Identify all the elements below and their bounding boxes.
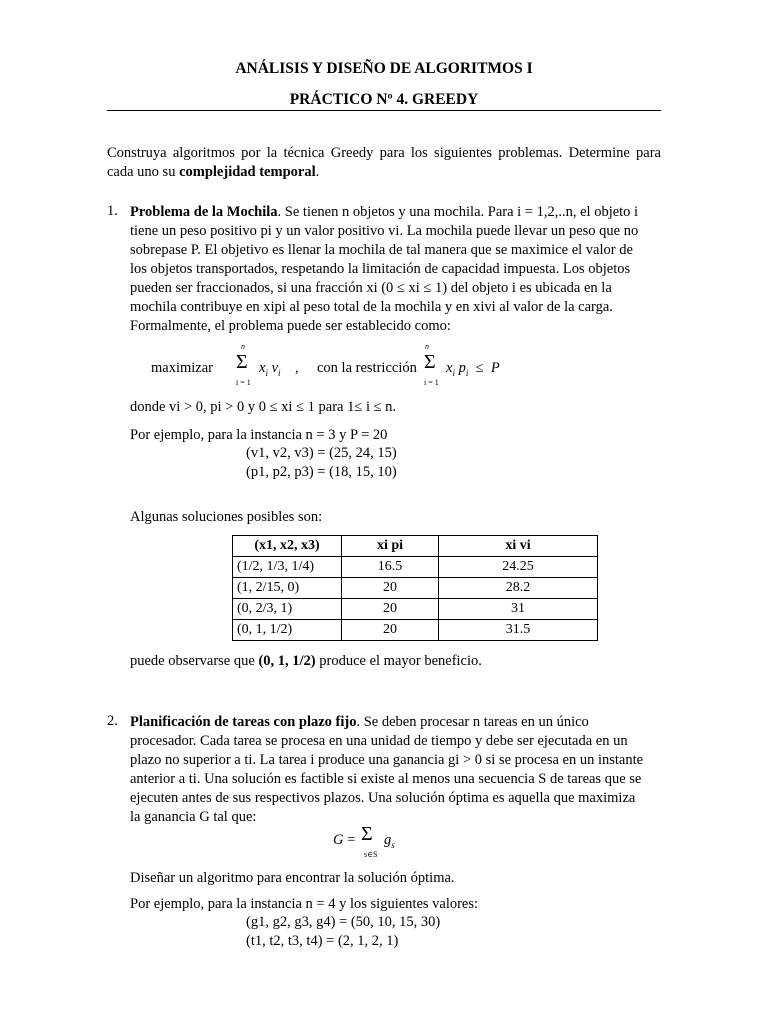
- problem2-number: 2.: [107, 713, 118, 729]
- example2-gains: (g1, g2, g3, g4) = (50, 10, 15, 30): [246, 914, 441, 930]
- table-cell: 20: [342, 620, 439, 641]
- problem1-line-1: tiene un peso positivo pi y un valor positivo vi. La mochila puede llevar un peso que no: [130, 223, 639, 239]
- sum1-sigma: Σ: [236, 351, 248, 373]
- intro-paragraph: [107, 144, 661, 182]
- example2-deadlines: (t1, t2, t3, t4) = (2, 1, 2, 1): [246, 933, 399, 949]
- intro-end: .: [315, 164, 320, 180]
- sum1-upper-limit: n: [241, 342, 245, 351]
- gain-sum-limit: s∈S: [364, 850, 378, 859]
- table-cell: (0, 2/3, 1): [233, 599, 342, 620]
- conclusion-pre: puede observarse que: [130, 653, 259, 669]
- gain-formula: G =: [333, 832, 359, 848]
- problem2-line-4: ejecuten antes de sus respectivos plazos. Una solución óptima es aquella que maximiza: [130, 790, 636, 806]
- table-cell: 28.2: [439, 578, 598, 599]
- sum1-term: $x_i$ $v_i$ ,: [259, 360, 299, 378]
- problem1-title: Problema de la Mochila: [130, 204, 278, 220]
- solutions-intro: Algunas soluciones posibles son:: [130, 509, 323, 525]
- problem1-number: 1.: [107, 203, 118, 219]
- example1-values: (v1, v2, v3) = (25, 24, 15): [246, 445, 397, 461]
- problem1-line-2: sobrepase P. El objetivo es llenar la mochila de tal manera que se maximice el valor de: [130, 242, 633, 258]
- example1-weights: (p1, p2, p3) = (18, 15, 10): [246, 464, 397, 480]
- table-cell: 20: [342, 578, 439, 599]
- example2-intro: Por ejemplo, para la instancia n = 4 y los siguientes valores:: [130, 896, 479, 912]
- table-cell: (0, 1, 1/2): [233, 620, 342, 641]
- maximize-label: maximizar: [151, 360, 214, 376]
- sum2-lower-limit: i = 1: [424, 378, 439, 387]
- document-title: ANÁLISIS Y DISEÑO DE ALGORITMOS I: [235, 60, 533, 77]
- conclusion-line: [130, 653, 482, 670]
- problem2-line-5: la ganancia G tal que:: [130, 809, 257, 825]
- table-header: xi vi: [439, 536, 598, 557]
- table-header: xi pi: [342, 536, 439, 557]
- table-cell: 20: [342, 599, 439, 620]
- table-cell: 16.5: [342, 557, 439, 578]
- table-row: [233, 599, 598, 620]
- problem2-line-1: procesador. Cada tarea se procesa en una unidad de tiempo y debe ser ejecutada en un: [130, 733, 628, 749]
- problem1-body: [130, 203, 661, 336]
- problem2-line-3: anterior a ti. Una solución es factible si existe al menos una secuencia S de tareas que se: [130, 771, 642, 787]
- example1-intro: Por ejemplo, para la instancia n = 3 y P = 20: [130, 427, 388, 443]
- sum2-sigma: Σ: [424, 351, 436, 373]
- header-rule: [107, 110, 661, 111]
- conclusion-post: produce el mayor beneficio.: [315, 653, 482, 669]
- problem1-line-6: Formalmente, el problema puede ser establecido como:: [130, 318, 451, 334]
- solutions-table: [232, 535, 598, 641]
- document-subtitle: PRÁCTICO Nº 4. GREEDY: [289, 91, 479, 108]
- table-cell: (1, 2/15, 0): [233, 578, 342, 599]
- conclusion-bold: (0, 1, 1/2): [258, 653, 316, 669]
- table-header-row: [233, 536, 598, 557]
- sum1-lower-limit: i = 1: [236, 378, 251, 387]
- sum2-upper-limit: n: [425, 342, 429, 351]
- problem2-line-2: plazo no superior a ti. La tarea i produce una ganancia gi > 0 si se procesa en un instante: [130, 752, 644, 768]
- problem2-line-0: . Se deben procesar n tareas en un único: [356, 714, 589, 730]
- intro-text: Construya algoritmos por la técnica Greedy para los siguientes problemas. Determine para cada uno su: [107, 145, 661, 180]
- table-row: [233, 578, 598, 599]
- gain-term: $g_s$: [384, 832, 395, 850]
- problem1-line-3: los objetos transportados, respetando la limitación de capacidad impuesta. Los objetos: [130, 261, 631, 277]
- restriction-label: con la restricción: [317, 360, 417, 376]
- problem1-line-4: pueden ser fraccionados, si una fracción xi (0 ≤ xi ≤ 1) del objeto i es ubicada en la: [130, 280, 612, 296]
- table-cell: 24.25: [439, 557, 598, 578]
- sum2-term: $x_i$ $p_i \le P$: [446, 360, 500, 378]
- table-cell: (1/2, 1/3, 1/4): [233, 557, 342, 578]
- design-instruction: Diseñar un algoritmo para encontrar la solución óptima.: [130, 870, 455, 886]
- problem2-title: Planificación de tareas con plazo fijo: [130, 714, 357, 730]
- where-conditions: donde vi > 0, pi > 0 y 0 ≤ xi ≤ 1 para 1≤ i ≤ n.: [130, 399, 397, 415]
- problem1-line-0: . Se tienen n objetos y una mochila. Para i = 1,2,..n, el objeto i: [277, 204, 639, 220]
- problem1-line-5: mochila contribuye en xipi al peso total de la mochila y en xivi al valor de la carga.: [130, 299, 613, 315]
- table-row: [233, 557, 598, 578]
- table-header: (x1, x2, x3): [233, 536, 342, 557]
- intro-bold: complejidad temporal: [179, 164, 316, 180]
- table-row: [233, 620, 598, 641]
- gain-sigma: Σ: [361, 823, 373, 845]
- table-cell: 31.5: [439, 620, 598, 641]
- table-cell: 31: [439, 599, 598, 620]
- problem2-body: [130, 713, 661, 827]
